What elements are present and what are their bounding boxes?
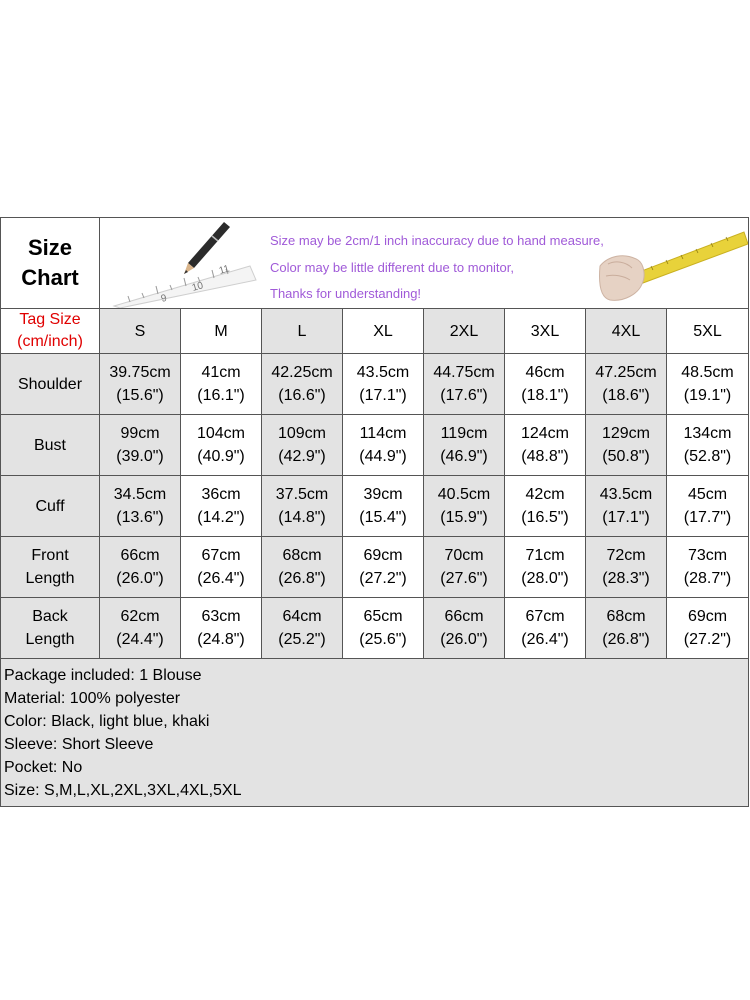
cm-value: 73cm	[687, 547, 728, 564]
inch-value: (16.1")	[197, 387, 245, 404]
measurement-cell	[667, 537, 749, 598]
measurement-cell	[505, 476, 586, 537]
cm-value: 71cm	[525, 547, 565, 564]
row-label-line: Cuff	[35, 497, 65, 515]
row-label-line: Back	[32, 608, 68, 625]
inch-value: (14.8")	[278, 509, 326, 526]
ruler-number-11: 11	[217, 263, 231, 277]
cm-value: 68cm	[282, 547, 322, 564]
tag-size-label	[1, 309, 100, 354]
size-chart-table	[0, 217, 749, 807]
pencil-ruler-illustration	[100, 218, 260, 308]
measurement-cell	[424, 354, 505, 415]
cm-value: 66cm	[120, 547, 160, 564]
cm-value: 62cm	[120, 608, 160, 625]
measurement-cell	[343, 537, 424, 598]
cm-value: 44.75cm	[433, 364, 495, 381]
measurement-cell	[343, 415, 424, 476]
measurement-cell	[343, 598, 424, 659]
inch-value: (13.6")	[116, 509, 164, 526]
inch-value: (26.4")	[197, 570, 245, 587]
inch-value: (28.7")	[683, 570, 732, 587]
measurement-cell	[505, 354, 586, 415]
inch-value: (19.1")	[683, 387, 732, 404]
info-sleeve: Sleeve: Short Sleeve	[4, 736, 154, 753]
cm-value: 68cm	[606, 608, 646, 625]
measurement-cell	[181, 415, 262, 476]
measurement-row-bust	[1, 415, 749, 476]
measurement-row-back-length	[1, 598, 749, 659]
ruler-number-9: 9	[159, 292, 169, 305]
ruler-icon	[114, 263, 256, 308]
cm-value: 41cm	[201, 364, 241, 381]
title-line-2: Chart	[21, 265, 79, 290]
inch-value: (28.3")	[602, 570, 650, 587]
tag-size-line-1: Tag Size	[19, 311, 81, 328]
cm-value: 72cm	[606, 547, 646, 564]
inch-value: (14.2")	[197, 509, 245, 526]
measurement-cell	[667, 415, 749, 476]
row-label-back-length	[1, 598, 100, 659]
size-header-4xl: 4XL	[586, 309, 667, 354]
inch-value: (26.0")	[116, 570, 164, 587]
info-size: Size: S,M,L,XL,2XL,3XL,4XL,5XL	[4, 782, 242, 799]
measurement-cell	[343, 354, 424, 415]
measurement-cell	[586, 537, 667, 598]
measurement-cell	[424, 476, 505, 537]
cm-value: 34.5cm	[113, 486, 167, 503]
measurement-row-front-length	[1, 537, 749, 598]
row-label-line: Bust	[33, 436, 66, 454]
hand-measuring-tape-icon	[598, 218, 748, 308]
inch-value: (17.1")	[359, 387, 407, 404]
measurement-cell	[586, 415, 667, 476]
measurement-cell	[424, 415, 505, 476]
note-thanks: Thanks for understanding!	[270, 286, 422, 301]
inch-value: (27.6")	[440, 570, 488, 587]
measurement-row-shoulder	[1, 354, 749, 415]
size-header-l: L	[262, 309, 343, 354]
measurement-cell	[424, 537, 505, 598]
inch-value: (46.9")	[440, 448, 488, 465]
cm-value: 65cm	[363, 608, 403, 625]
measurement-cell	[262, 537, 343, 598]
cm-value: 66cm	[444, 608, 484, 625]
cm-value: 43.5cm	[599, 486, 653, 503]
row-label-bust	[1, 415, 100, 476]
inch-value: (50.8")	[602, 448, 650, 465]
size-header-xl: XL	[343, 309, 424, 354]
measurement-cell	[505, 598, 586, 659]
cm-value: 70cm	[444, 547, 484, 564]
info-material: Material: 100% polyester	[4, 690, 181, 707]
measurement-cell	[667, 598, 749, 659]
inch-value: (17.7")	[683, 509, 732, 526]
measurement-cell	[343, 476, 424, 537]
inch-value: (15.9")	[440, 509, 488, 526]
measurement-cell	[505, 415, 586, 476]
cm-value: 42.25cm	[271, 364, 333, 381]
cm-value: 114cm	[359, 425, 407, 442]
inch-value: (39.0")	[116, 448, 164, 465]
cm-value: 69cm	[363, 547, 403, 564]
cm-value: 134cm	[683, 425, 732, 442]
inch-value: (44.9")	[359, 448, 407, 465]
inch-value: (18.6")	[602, 387, 650, 404]
inch-value: (27.2")	[683, 631, 732, 648]
cm-value: 69cm	[687, 608, 728, 625]
inch-value: (15.6")	[116, 387, 164, 404]
measurement-cell	[100, 354, 181, 415]
note-color: Color may be little different due to monitor,	[270, 259, 514, 275]
measurement-cell	[586, 476, 667, 537]
measurement-cell	[505, 537, 586, 598]
size-chart-title	[1, 218, 100, 309]
inch-value: (26.8")	[602, 631, 650, 648]
measurement-cell	[181, 476, 262, 537]
inch-value: (25.6")	[359, 631, 407, 648]
measurement-cell	[262, 476, 343, 537]
product-info	[1, 659, 749, 807]
cm-value: 129cm	[601, 425, 651, 442]
inch-value: (26.8")	[278, 570, 326, 587]
cm-value: 64cm	[282, 608, 322, 625]
note-accuracy: Size may be 2cm/1 inch inaccuracy due to hand measure,	[270, 233, 604, 248]
row-label-shoulder	[1, 354, 100, 415]
cm-value: 124cm	[520, 425, 570, 442]
cm-value: 39cm	[363, 486, 403, 503]
row-label-front-length	[1, 537, 100, 598]
measurement-banner	[100, 218, 749, 309]
cm-value: 63cm	[201, 608, 241, 625]
measurement-rows	[1, 354, 749, 659]
row-label-line: Length	[25, 631, 75, 648]
inch-value: (52.8")	[683, 448, 732, 465]
row-label-line: Length	[25, 570, 75, 587]
inch-value: (17.6")	[440, 387, 488, 404]
measurement-cell	[262, 354, 343, 415]
measurement-cell	[181, 354, 262, 415]
cm-value: 67cm	[525, 608, 565, 625]
size-header-5xl: 5XL	[667, 309, 749, 354]
cm-value: 36cm	[201, 486, 241, 503]
measurement-row-cuff	[1, 476, 749, 537]
size-header-2xl: 2XL	[424, 309, 505, 354]
cm-value: 39.75cm	[109, 364, 171, 381]
inch-value: (16.6")	[278, 387, 326, 404]
inch-value: (15.4")	[359, 509, 407, 526]
cm-value: 119cm	[440, 425, 488, 442]
row-label-line: Front	[31, 547, 69, 564]
measurement-cell	[586, 354, 667, 415]
inch-value: (48.8")	[521, 448, 569, 465]
cm-value: 43.5cm	[356, 364, 410, 381]
ruler-number-10: 10	[190, 280, 205, 294]
inch-value: (27.2")	[359, 570, 407, 587]
cm-value: 109cm	[277, 425, 327, 442]
row-label-cuff	[1, 476, 100, 537]
title-line-1: Size	[27, 235, 73, 260]
cm-value: 104cm	[196, 425, 246, 442]
cm-value: 40.5cm	[437, 486, 491, 503]
size-header-3xl: 3XL	[505, 309, 586, 354]
size-header-m: M	[181, 309, 262, 354]
inch-value: (26.0")	[440, 631, 488, 648]
inch-value: (40.9")	[197, 448, 245, 465]
cm-value: 37.5cm	[275, 486, 329, 503]
cm-value: 46cm	[525, 364, 565, 381]
cm-value: 45cm	[687, 486, 728, 503]
measurement-cell	[181, 537, 262, 598]
measurement-cell	[100, 537, 181, 598]
size-chart	[0, 217, 749, 807]
measurement-cell	[100, 476, 181, 537]
measurement-cell	[262, 598, 343, 659]
inch-value: (17.1")	[602, 509, 650, 526]
measurement-cell	[667, 354, 749, 415]
inch-value: (16.5")	[521, 509, 569, 526]
inch-value: (24.8")	[197, 631, 245, 648]
size-header-s: S	[100, 309, 181, 354]
measurement-cell	[100, 415, 181, 476]
measurement-cell	[181, 598, 262, 659]
inch-value: (18.1")	[521, 387, 569, 404]
tag-size-line-2: (cm/inch)	[17, 333, 83, 350]
info-color: Color: Black, light blue, khaki	[4, 713, 210, 730]
info-package: Package included: 1 Blouse	[4, 667, 202, 684]
cm-value: 47.25cm	[595, 364, 657, 381]
measurement-cell	[667, 476, 749, 537]
measurement-cell	[586, 598, 667, 659]
measurement-cell	[424, 598, 505, 659]
cm-value: 67cm	[201, 547, 241, 564]
cm-value: 42cm	[525, 486, 565, 503]
cm-value: 48.5cm	[681, 364, 734, 381]
measurement-cell	[100, 598, 181, 659]
inch-value: (25.2")	[278, 631, 326, 648]
inch-value: (26.4")	[521, 631, 569, 648]
measurement-notes	[270, 228, 604, 308]
row-label-line: Shoulder	[17, 375, 83, 393]
inch-value: (28.0")	[521, 570, 569, 587]
info-pocket: Pocket: No	[4, 759, 83, 776]
cm-value: 99cm	[120, 425, 160, 442]
measurement-cell	[262, 415, 343, 476]
inch-value: (42.9")	[278, 448, 326, 465]
inch-value: (24.4")	[116, 631, 164, 648]
